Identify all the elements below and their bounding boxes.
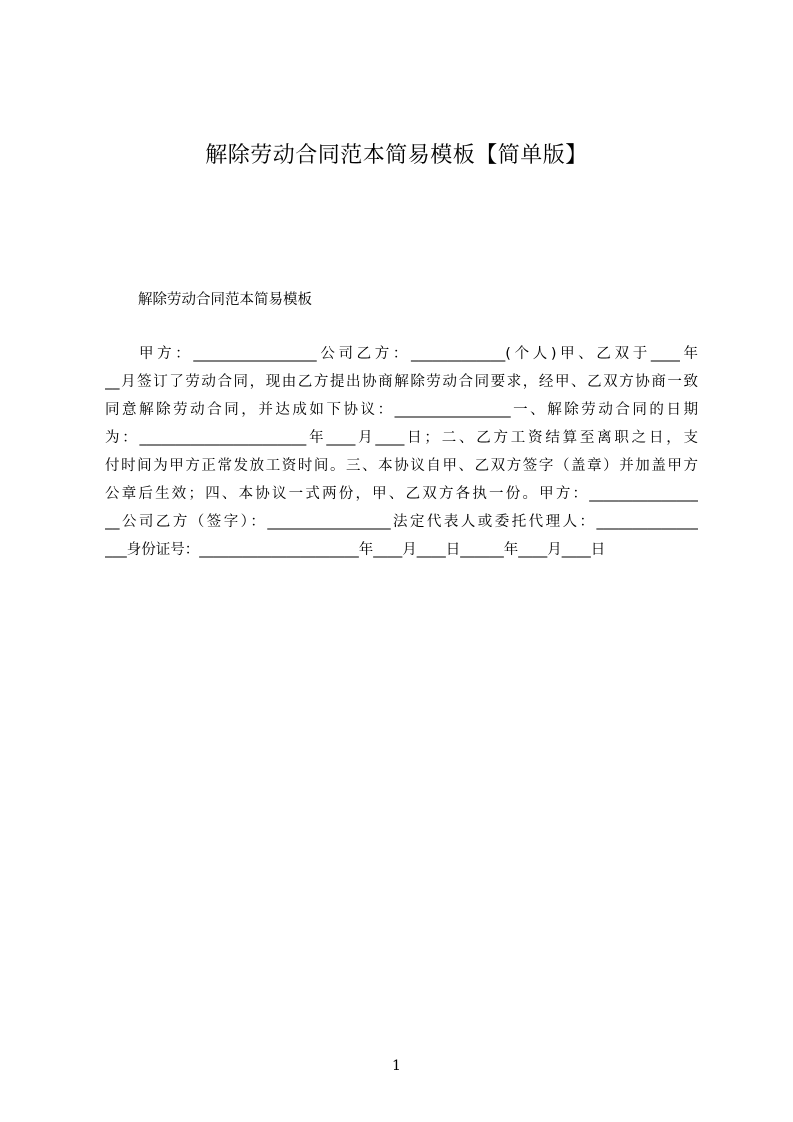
body-line-4: 为：_______________________年____月____日；二、乙方工资结算至离职之日，支 xyxy=(105,430,698,446)
body-line-5: 付时间为甲方正常发放工资时间。三、本协议自甲、乙双方签字（盖章）并加盖甲方 xyxy=(105,458,698,474)
page-number: 1 xyxy=(392,1058,401,1074)
body-line-1: 甲方：_________________公司乙方：_____________(个人)甲、乙双于____年 xyxy=(139,346,698,362)
document-subtitle: 解除劳动合同范本简易模板 xyxy=(138,292,312,308)
body-line-8: ___身份证号：______________________年____月____日______年____月____日 xyxy=(105,542,606,558)
body-line-2: __月签订了劳动合同，现由乙方提出协商解除劳动合同要求，经甲、乙双方协商一致 xyxy=(105,374,698,390)
body-line-3: 同意解除劳动合同，并达成如下协议：________________一、解除劳动合同的日期 xyxy=(105,402,698,418)
body-line-7: __公司乙方（签字）：_________________法定代表人或委托代理人：______________ xyxy=(105,514,698,530)
body-line-6: 公章后生效；四、本协议一式两份，甲、乙双方各执一份。甲方：_______________ xyxy=(105,486,698,502)
document-title: 解除劳动合同范本简易模板【简单版】 xyxy=(205,143,588,168)
agreement-body xyxy=(105,340,698,564)
